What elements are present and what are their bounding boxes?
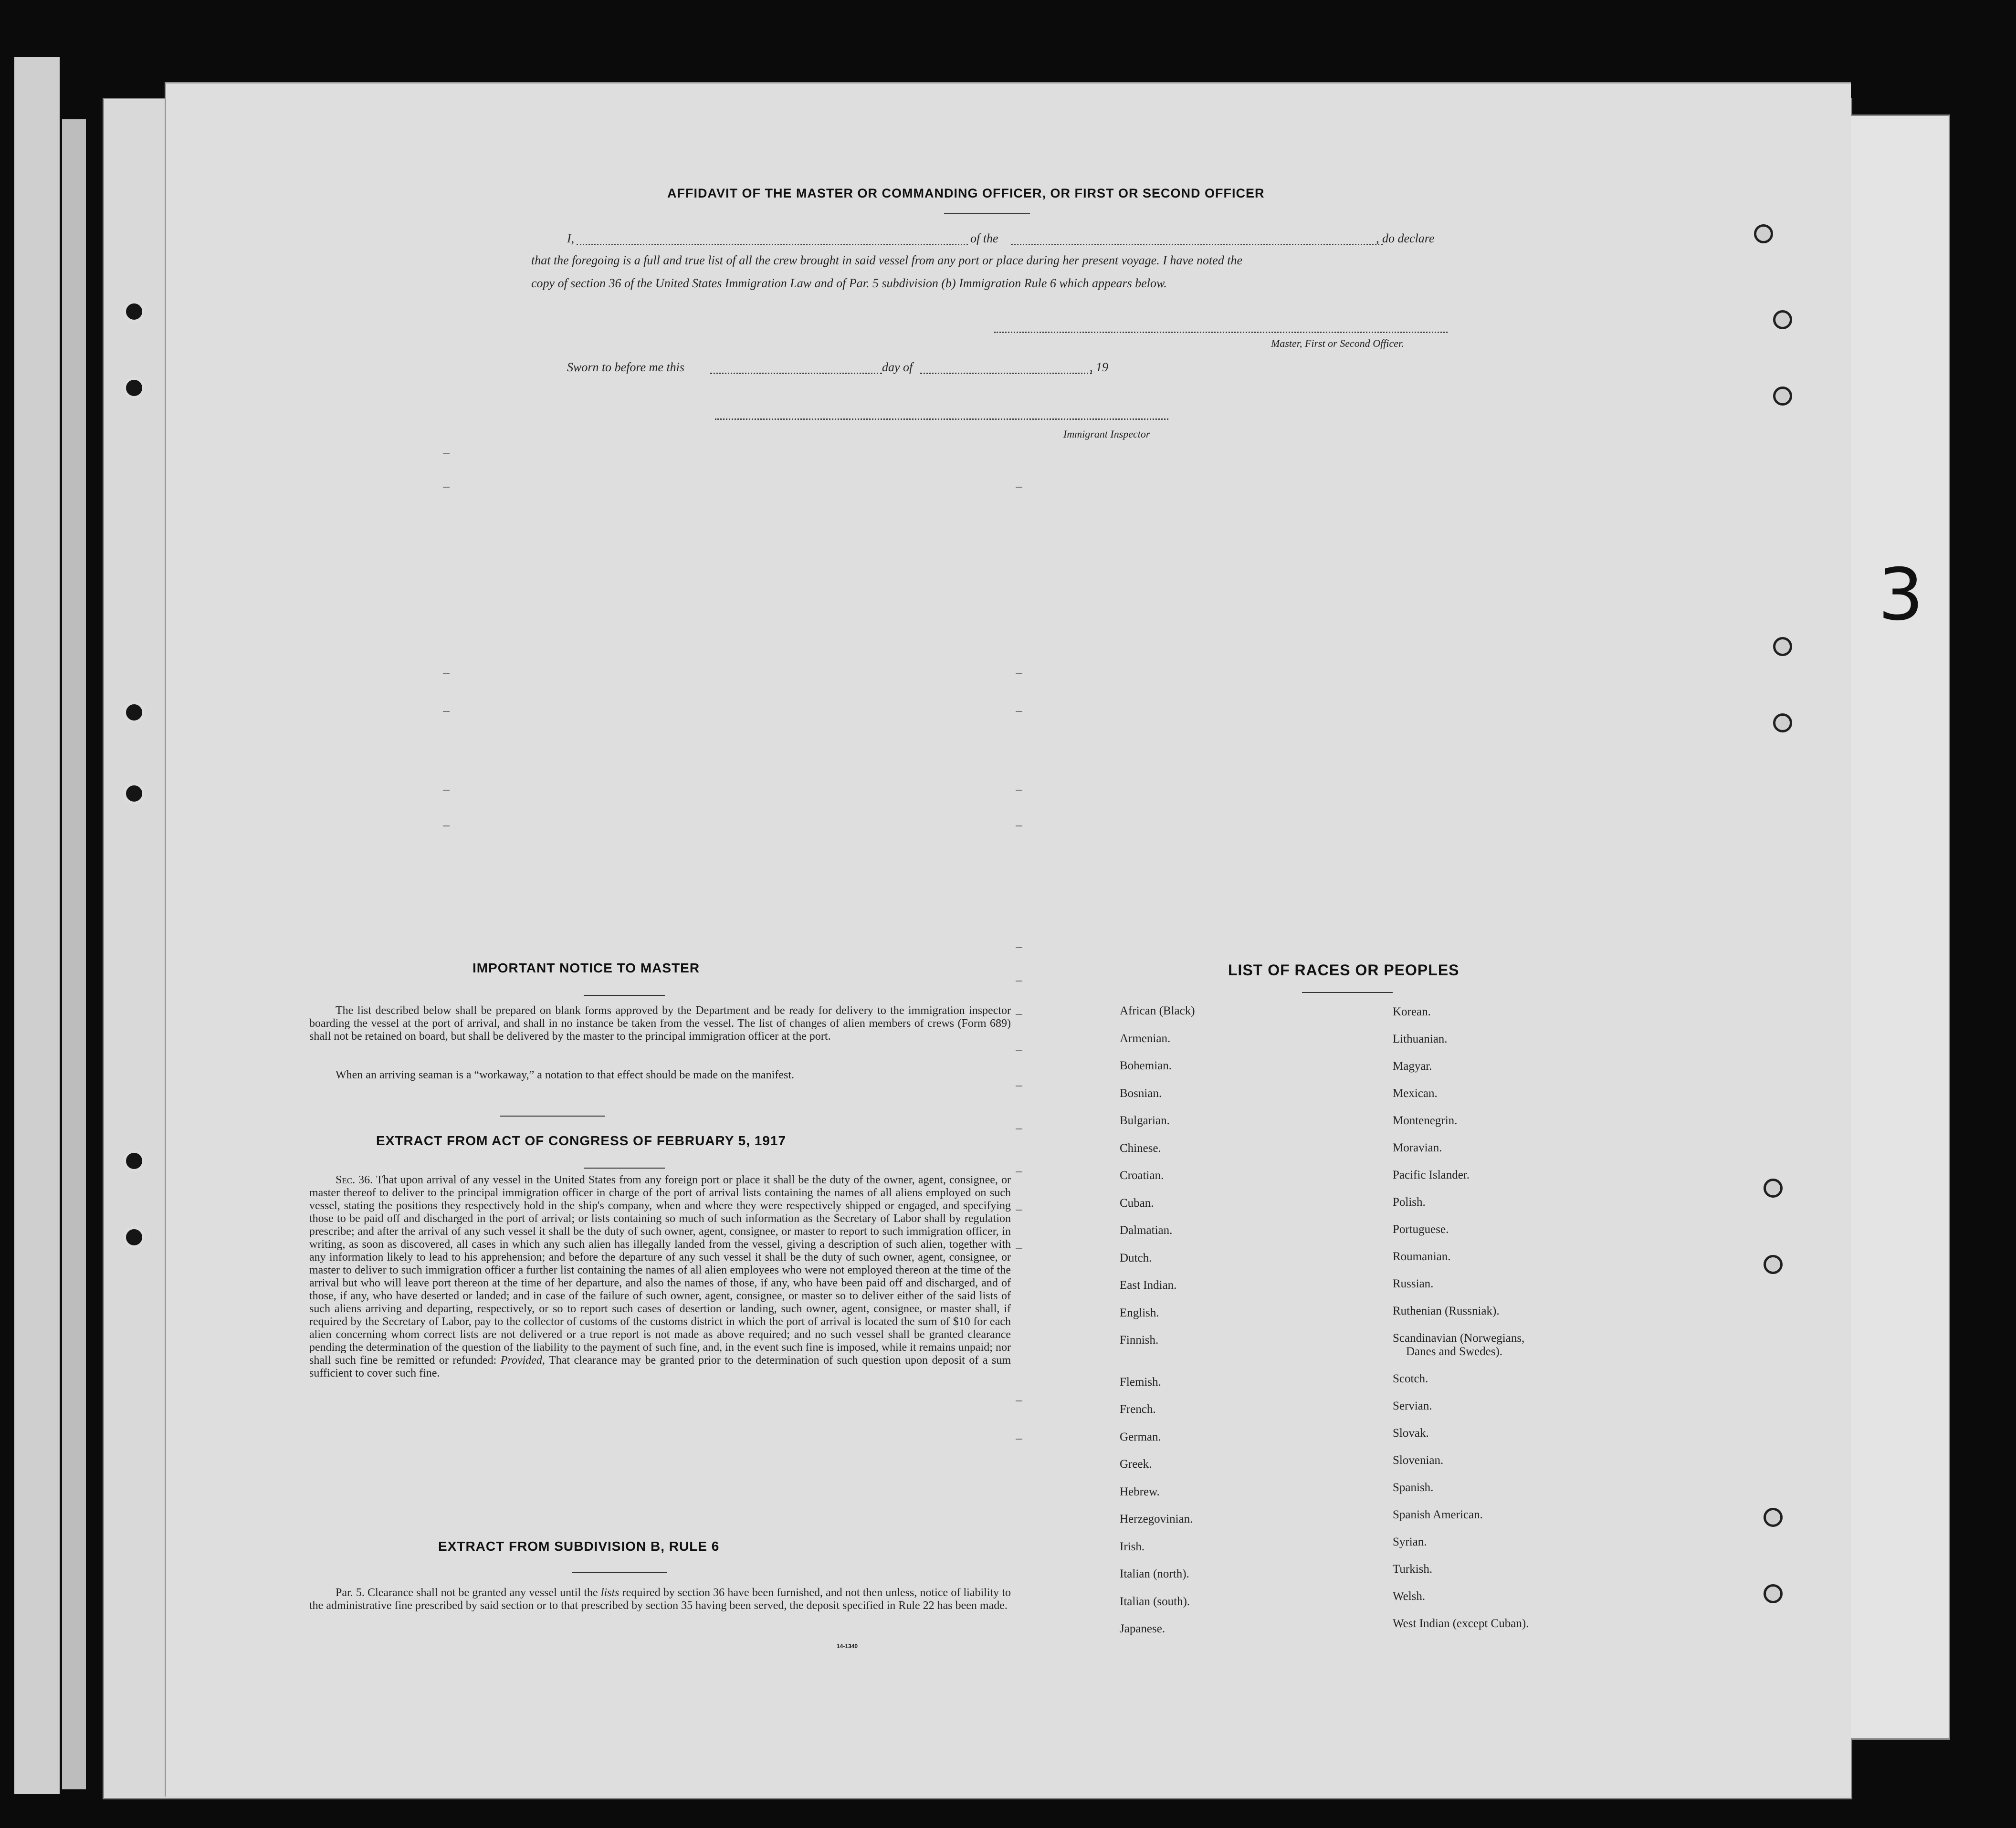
faint-tick: [1016, 1128, 1022, 1129]
race-item: Spanish.: [1393, 1481, 1434, 1494]
signature-caption: Master, First or Second Officer.: [1271, 337, 1404, 349]
notice-divider: [500, 1116, 605, 1117]
race-item: Hebrew.: [1120, 1485, 1160, 1498]
faint-tick: [1016, 1248, 1022, 1249]
race-item: Mexican.: [1393, 1087, 1438, 1100]
sworn-end: , 19: [1090, 360, 1108, 374]
act-section-text: That upon arrival of any vessel in the United States from any foreign port or place it shall be the duty of the owner, agent, consignee, or master thereof to deliver to the principal immigration officer in charge of the port of arrival lists containing the names of all aliens employed on such vessel, stating the positions they respectively hold in the ship's company, when and where they were respectively shipped or engaged, and specifying those to be paid off and discharged in the port of arrival; or lists containing so much of such information as the Secretary of Labor shall by regulation prescribe; and after the arrival of any such vessel it shall be the duty of such owner, agent, consignee, or master to report to such immigration officer, in writing, as soon as discovered, all cases in which any such alien has illegally landed from the vessel, giving a description of such alien, together with any information likely to lead to his apprehension; and before the departure of any such vessel it shall be the duty of such owner, agent, consignee, or master to deliver to such immigration officer a further list containing the names of all alien employees who were not employed thereon at the time of the arrival but who will leave port thereon at the time of her departure, and also the names of those, if any, who have been paid off and discharged, and of those, if any, who have deserted or landed; and in case of the failure of such owner, agent, consignee, or master so to deliver either of the said lists of such aliens arriving and departing, respectively, or so to report such cases of desertion or landing, such owner, agent, consignee, or master shall, if required by the Secretary of Labor, pay to the collector of customs of the customs district in which the port of arrival is located the sum of $10 for each alien concerning whom correct lists are not delivered or a true report is not made as above required; and no such vessel shall be granted clearance pending the determination of the question of the liability to the payment of such fine, and, in the event such fine is imposed, while it remains unpaid; nor shall such fine be remitted or refunded:: [309, 1174, 1011, 1367]
notice-title-rule: [584, 995, 665, 996]
race-item: Roumanian.: [1393, 1250, 1451, 1263]
binder-hole: [123, 1226, 145, 1248]
faint-tick: [1016, 1210, 1022, 1211]
rule-title: EXTRACT FROM SUBDIVISION B, RULE 6: [438, 1539, 720, 1554]
race-item: Dutch.: [1120, 1251, 1152, 1264]
faint-tick: [1016, 1050, 1022, 1051]
race-item: Greek.: [1120, 1458, 1152, 1471]
affidavit-title: AFFIDAVIT OF THE MASTER OR COMMANDING OFFICER, OR FIRST OR SECOND OFFICER: [667, 186, 1265, 200]
race-item: Japanese.: [1120, 1622, 1166, 1635]
faint-tick: [443, 790, 450, 791]
race-item: Moravian.: [1393, 1141, 1442, 1154]
sworn-mid: day of: [882, 360, 913, 374]
race-item: Dalmatian.: [1120, 1224, 1173, 1237]
inspector-caption: Immigrant Inspector: [1063, 428, 1150, 440]
race-item: West Indian (except Cuban).: [1393, 1617, 1529, 1630]
race-item: Turkish.: [1393, 1563, 1433, 1576]
page-hole: [1764, 1584, 1783, 1603]
act-provided-label: Provided,: [500, 1354, 545, 1367]
faint-tick: [1016, 1014, 1022, 1015]
race-item: Slovenian.: [1393, 1454, 1444, 1467]
sworn-month-field[interactable]: [920, 373, 1092, 374]
race-item: English.: [1120, 1306, 1159, 1319]
page-hole: [1764, 1179, 1783, 1198]
race-item: Bohemian.: [1120, 1059, 1172, 1072]
faint-tick: [1016, 673, 1022, 674]
notice-para1: [309, 1004, 1011, 1043]
binder-hole: [123, 701, 145, 723]
page-hole: [1773, 713, 1792, 732]
race-item: Scandinavian (Norwegians,: [1393, 1332, 1525, 1345]
faint-tick: [443, 487, 450, 488]
page-hole: [1754, 224, 1773, 243]
binder-hole: [123, 1150, 145, 1172]
race-item: Finnish.: [1120, 1334, 1159, 1347]
act-provided-text: That clearance may be granted prior to the determination of such question upon deposit of a sum sufficient to cover such fine.: [309, 1354, 1011, 1379]
binder-hole: [123, 783, 145, 804]
affidavit-line1-mid: of the: [970, 231, 998, 245]
act-title: EXTRACT FROM ACT OF CONGRESS OF FEBRUARY 5, 1917: [376, 1133, 787, 1148]
page-hole: [1773, 386, 1792, 406]
race-item: Lithuanian.: [1393, 1033, 1448, 1045]
vessel-field[interactable]: [1011, 244, 1383, 245]
race-item: Herzegovinian.: [1120, 1513, 1193, 1525]
rule-title-rule: [572, 1572, 667, 1573]
race-item: Korean.: [1393, 1005, 1431, 1018]
race-item: Syrian.: [1393, 1536, 1427, 1548]
back-sheet-right: [1842, 115, 1950, 1740]
page-hole: [1773, 637, 1792, 656]
handwritten-page-number: 3: [1878, 554, 1924, 637]
notice-para2: [309, 1069, 1011, 1082]
rule-text-italic: lists: [600, 1587, 620, 1599]
race-item: Chinese.: [1120, 1141, 1161, 1155]
page-hole: [1773, 310, 1792, 329]
race-item: Cuban.: [1120, 1196, 1154, 1210]
race-item: Servian.: [1393, 1400, 1432, 1412]
race-item: Welsh.: [1393, 1590, 1426, 1603]
act-text: [309, 1174, 1011, 1380]
race-item: Italian (north).: [1120, 1567, 1189, 1580]
affidavit-line1-end: , do declare: [1376, 231, 1435, 245]
race-item: Pacific Islander.: [1393, 1169, 1470, 1181]
binder-hole: [123, 377, 145, 399]
page-hole: [1764, 1508, 1783, 1527]
faint-tick: [1016, 981, 1022, 982]
race-item: Bulgarian.: [1120, 1114, 1170, 1127]
manifest-page: [165, 82, 1851, 1797]
act-title-rule: [584, 1168, 665, 1169]
faint-tick: [443, 711, 450, 712]
affidavit-line1-start: I,: [567, 231, 575, 245]
race-item: Magyar.: [1393, 1060, 1432, 1073]
race-item: Russian.: [1393, 1277, 1434, 1290]
rule-text: [309, 1587, 1011, 1612]
race-item: Danes and Swedes).: [1406, 1345, 1503, 1358]
notice-title: IMPORTANT NOTICE TO MASTER: [472, 961, 700, 975]
races-title: LIST OF RACES OR PEOPLES: [1228, 961, 1460, 979]
faint-tick: [1016, 487, 1022, 488]
faint-tick: [443, 825, 450, 826]
race-item: Montenegrin.: [1393, 1114, 1458, 1127]
binder-strip: [14, 57, 60, 1794]
faint-tick: [1016, 1439, 1022, 1440]
affidavit-line3: copy of section 36 of the United States Immigration Law and of Par. 5 subdivision (b) Immigration Rule 6 which appears below.: [531, 276, 1167, 290]
faint-tick: [443, 453, 450, 454]
inspector-signature-line[interactable]: [715, 418, 1168, 420]
race-item: Portuguese.: [1393, 1223, 1449, 1236]
race-item: Polish.: [1393, 1196, 1426, 1209]
race-item: Spanish American.: [1393, 1508, 1483, 1521]
rule-text-after: required by section 36 have been furnished, and not then unless, notice of liability to the administrative fine prescribed by said section or to that prescribed by section 35 having been served, the deposit specified in Rule 22 has been made.: [309, 1587, 1011, 1612]
act-section-label: Sec. 36.: [336, 1174, 373, 1186]
faint-tick: [1016, 1400, 1022, 1401]
sworn-day-field[interactable]: [710, 373, 882, 374]
faint-tick: [1016, 1171, 1022, 1172]
faint-tick: [1016, 790, 1022, 791]
name-field[interactable]: [577, 244, 968, 245]
races-title-rule: [1302, 992, 1393, 993]
race-item: German.: [1120, 1430, 1161, 1443]
race-item: Croatian.: [1120, 1169, 1164, 1182]
race-item: African (Black): [1120, 1004, 1195, 1017]
race-item: Flemish.: [1120, 1375, 1161, 1389]
race-item: Armenian.: [1120, 1032, 1171, 1045]
form-number: 14-1340: [837, 1643, 858, 1650]
binder-hole: [123, 301, 145, 323]
notice-para1-text: The list described below shall be prepared on blank forms approved by the Department and be ready for delivery to the immigration inspector boarding the vessel at the port of arrival, and shall in no instance be taken from the vessel. The list of changes of alien members of crews (Form 689) shall not be retained on board, but shall be delivered by the master to the principal immigration officer at the port.: [309, 1004, 1011, 1043]
signature-line[interactable]: [994, 332, 1448, 333]
race-item: Italian (south).: [1120, 1595, 1190, 1608]
binder-strip-inner: [62, 119, 86, 1789]
race-item: Bosnian.: [1120, 1086, 1162, 1100]
race-item: Slovak.: [1393, 1427, 1429, 1440]
affidavit-line2: that the foregoing is a full and true list of all the crew brought in said vessel from any port or place during her present voyage. I have noted the: [531, 253, 1242, 267]
faint-tick: [443, 673, 450, 674]
faint-tick: [1016, 947, 1022, 948]
race-item: Scotch.: [1393, 1372, 1428, 1385]
faint-tick: [1016, 825, 1022, 826]
faint-tick: [1016, 711, 1022, 712]
race-item: East Indian.: [1120, 1279, 1177, 1292]
race-item: French.: [1120, 1403, 1156, 1416]
rule-text-before: Par. 5. Clearance shall not be granted any vessel until the: [336, 1587, 598, 1599]
sworn-start: Sworn to before me this: [567, 360, 685, 374]
race-item: Irish.: [1120, 1540, 1145, 1553]
race-item: Ruthenian (Russniak).: [1393, 1305, 1500, 1317]
page-hole: [1764, 1255, 1783, 1274]
affidavit-title-rule: [944, 213, 1030, 214]
notice-para2-text: When an arriving seaman is a “workaway,” a notation to that effect should be made on the manifest.: [336, 1069, 794, 1081]
